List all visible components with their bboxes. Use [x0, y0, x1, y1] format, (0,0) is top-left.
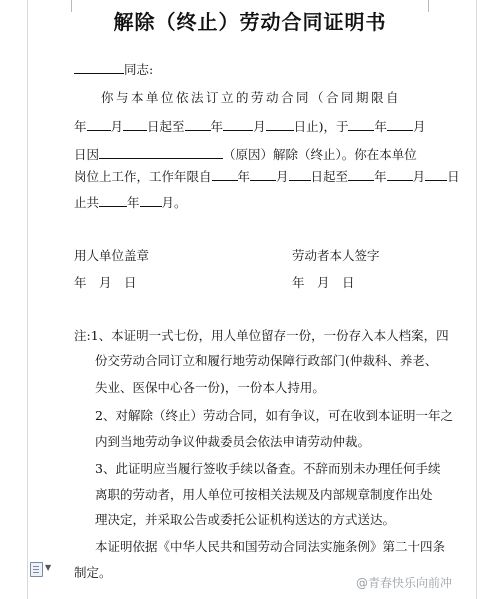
- page-margin-right: [476, 0, 477, 599]
- note-1-line-3: 失业、医保中心各一份)，一份本人持用。: [95, 380, 325, 395]
- page-margin-left: [27, 0, 28, 599]
- note-1-line-1: 注:1、本证明一式七份，用人单位留存一份，一份存入本人档案，四: [74, 328, 449, 343]
- note-3-line-1: 3、此证明应当履行签收手续以备查。不辞而别未办理任何手续: [95, 461, 441, 476]
- note-2-line-1: 2、对解除（终止）劳动合同，如有争议，可在收到本证明一年之: [95, 408, 453, 423]
- basis-line-1: 本证明依据《中华人民共和国劳动合同法实施条例》第二十四条: [95, 539, 446, 554]
- body-line-3: 日因 （原因）解除（终止）。你在本单位: [74, 147, 417, 162]
- watermark: @青春快乐向前冲: [356, 576, 453, 590]
- greeting-line: 同志:: [74, 60, 153, 78]
- employer-date: 年 月 日: [74, 275, 137, 290]
- basis-line-2: 制定。: [74, 565, 112, 580]
- body-line-5: 止共 年 月。: [74, 195, 187, 210]
- note-3-line-3: 理决定，并采取公告或委托公证机构送达的方式送达。: [95, 512, 396, 527]
- body-line-4: 岗位上工作，工作年限自 年 月 日起至 年 月 日: [74, 169, 460, 184]
- blank-name: [74, 61, 124, 74]
- body-line-1: 你与本单位依法订立的劳动合同（合同期限自: [101, 90, 402, 105]
- chevron-down-icon[interactable]: ▼: [45, 563, 52, 572]
- note-2-line-2: 内到当地劳动争议仲裁委员会依法申请劳动仲裁。: [95, 434, 371, 449]
- document-title: 解除（终止）劳动合同证明书: [113, 10, 387, 34]
- employer-seal-label: 用人单位盖章: [74, 248, 150, 263]
- body-line-2: 年 月 日起至 年 月 日止)，于 年 月: [74, 119, 426, 134]
- employee-date: 年 月 日: [292, 275, 355, 290]
- note-3-line-2: 离职的劳动者，用人单位可按相关法规及内部规章制度作出处: [95, 487, 433, 502]
- employee-signature-label: 劳动者本人签字: [292, 248, 380, 263]
- note-1-line-2: 份交劳动合同订立和履行地劳动保障行政部门(仲裁科、养老、: [95, 353, 438, 368]
- document-icon[interactable]: [30, 562, 43, 577]
